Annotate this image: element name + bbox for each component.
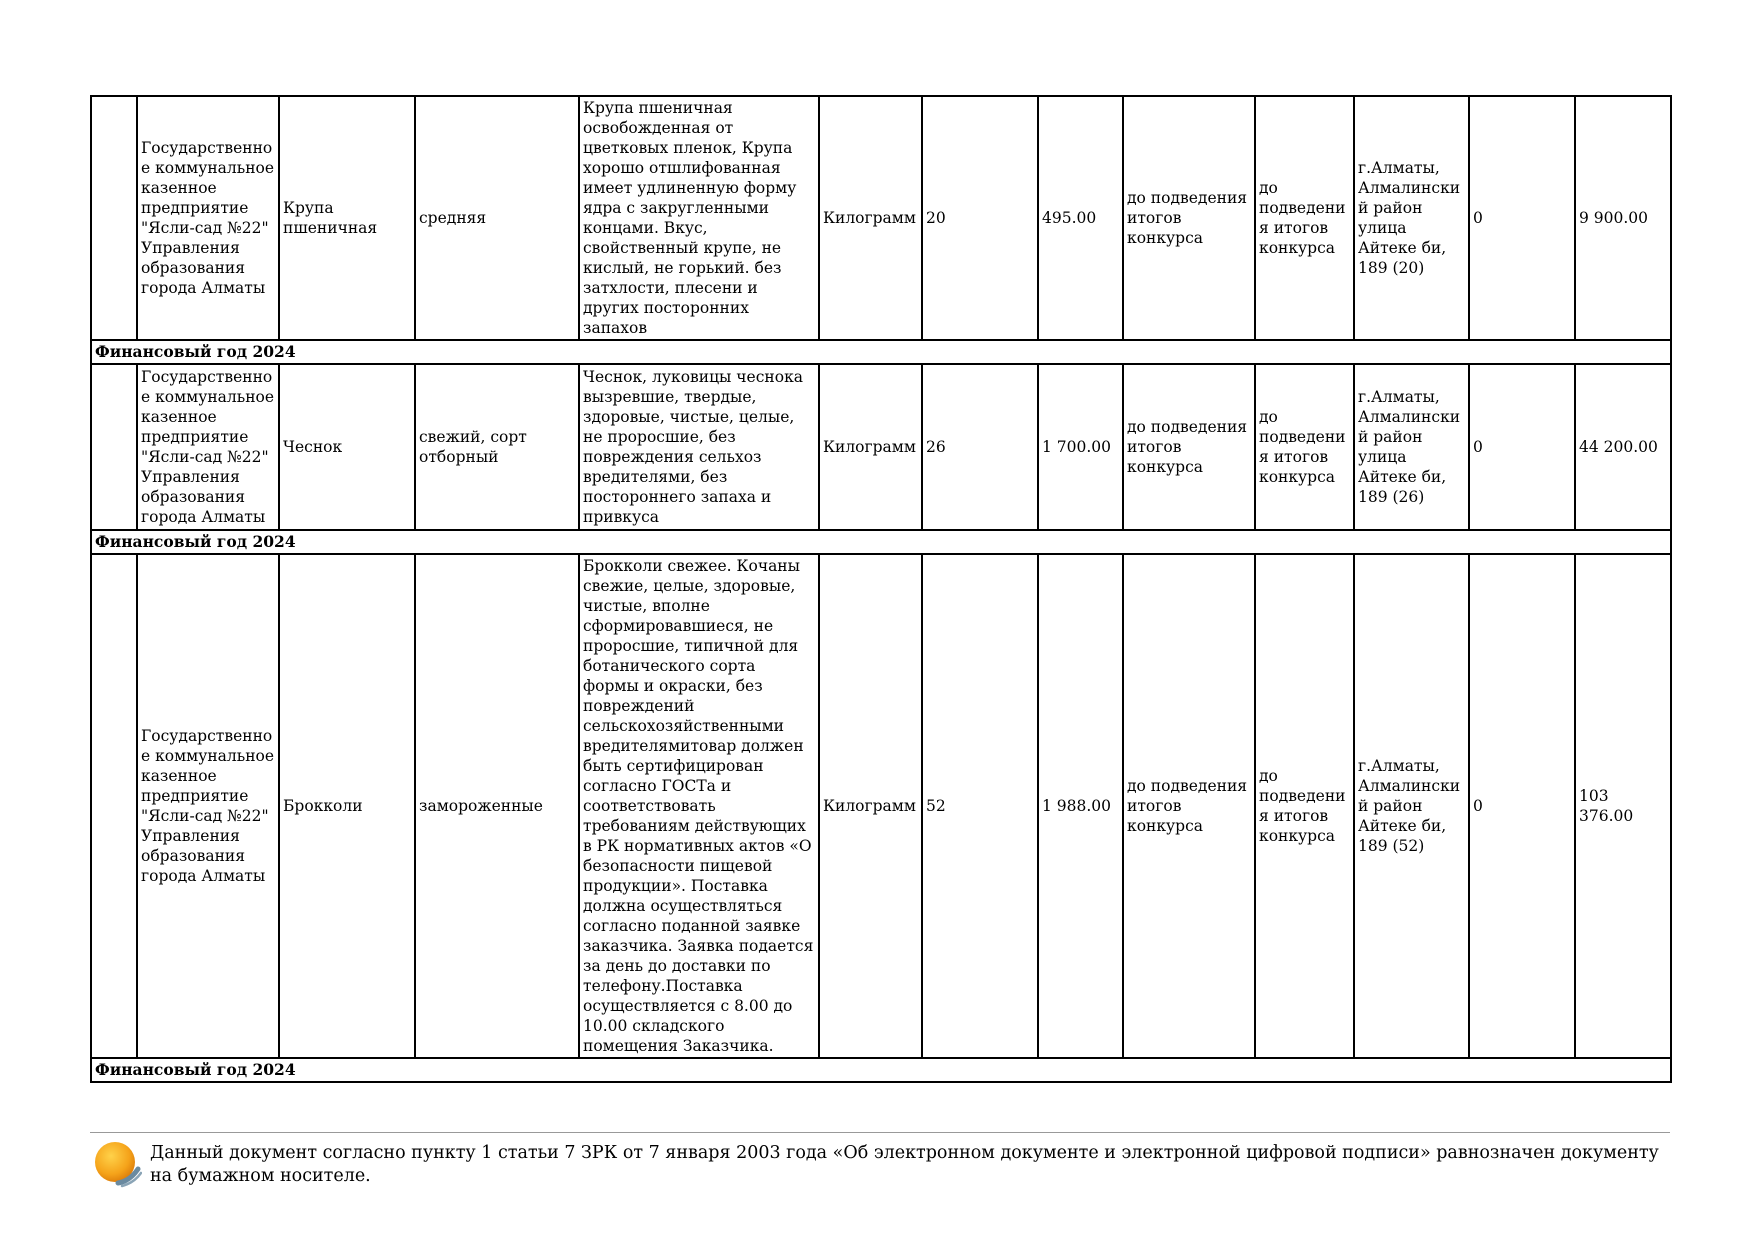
address-cell: г.Алматы, Алмалинский район улица Айтеке би, 189 (26) <box>1354 364 1469 530</box>
document-footer <box>90 1132 1670 1186</box>
quantity-cell: 52 <box>922 554 1038 1058</box>
table-row <box>91 554 1671 1058</box>
total-cell: 9 900.00 <box>1575 96 1671 340</box>
grade-cell: свежий, сорт отборный <box>415 364 579 530</box>
grade-cell: замороженные <box>415 554 579 1058</box>
fiscal-year-label: Финансовый год 2024 <box>91 530 1671 554</box>
address-cell: г.Алматы, Алмалинский район Айтеке би, 189 (52) <box>1354 554 1469 1058</box>
fiscal-year-label: Финансовый год 2024 <box>91 1058 1671 1082</box>
fiscal-year-row <box>91 1058 1671 1082</box>
total-cell: 44 200.00 <box>1575 364 1671 530</box>
advance-cell: 0 <box>1469 96 1575 340</box>
row-number-cell <box>91 554 137 1058</box>
customer-cell: Государственное коммунальное казенное предприятие "Ясли-сад №22" Управления образования города Алматы <box>137 364 279 530</box>
customer-cell: Государственное коммунальное казенное предприятие "Ясли-сад №22" Управления образования города Алматы <box>137 96 279 340</box>
term-cell: до подведения итогов конкурса <box>1123 554 1255 1058</box>
term-cell: до подведения итогов конкурса <box>1123 96 1255 340</box>
term-cell: до подведения итогов конкурса <box>1255 554 1354 1058</box>
term-cell: до подведения итогов конкурса <box>1255 364 1354 530</box>
term-cell: до подведения итогов конкурса <box>1255 96 1354 340</box>
table-row <box>91 96 1671 340</box>
product-cell: Чеснок <box>279 364 415 530</box>
advance-cell: 0 <box>1469 554 1575 1058</box>
address-cell: г.Алматы, Алмалинский район улица Айтеке би, 189 (20) <box>1354 96 1469 340</box>
description-cell: Крупа пшеничная освобожденная от цветковых пленок, Крупа хорошо отшлифованная имеет удлиненную форму ядра с закругленными концами. Вкус, свойственный крупе, не кислый, не горький. без затхлости, плесени и других посторонних запахов <box>579 96 819 340</box>
procurement-table <box>90 95 1672 1083</box>
unit-cell: Килограмм <box>819 364 922 530</box>
row-number-cell <box>91 96 137 340</box>
unit-cell: Килограмм <box>819 554 922 1058</box>
table-row <box>91 364 1671 530</box>
unit-cell: Килограмм <box>819 96 922 340</box>
row-number-cell <box>91 364 137 530</box>
description-cell: Чеснок, луковицы чеснока вызревшие, твердые, здоровые, чистые, целые, не проросшие, без повреждения сельхоз вредителями, без постороннего запаха и привкуса <box>579 364 819 530</box>
price-cell: 1 700.00 <box>1038 364 1123 530</box>
term-cell: до подведения итогов конкурса <box>1123 364 1255 530</box>
fiscal-year-row <box>91 340 1671 364</box>
description-cell: Брокколи свежее. Кочаны свежие, целые, здоровые, чистые, вполне сформировавшиеся, не проросшие, типичной для ботанического сорта формы и окраски, без повреждений сельскохозяйственными вредителямитовар должен быть сертифицирован согласно ГОСТа и соответствовать требованиям действующих в РК нормативных актов «О безопасности пищевой продукции». Поставка должна осуществляться согласно поданной заявке заказчика. Заявка подается за день до доставки по телефону.Поставка осуществляется с 8.00 до 10.00 складского помещения Заказчика. <box>579 554 819 1058</box>
price-cell: 495.00 <box>1038 96 1123 340</box>
quantity-cell: 26 <box>922 364 1038 530</box>
total-cell: 103 376.00 <box>1575 554 1671 1058</box>
legal-notice-text: Данный документ согласно пункту 1 статьи 7 ЗРК от 7 января 2003 года «Об электронном документе и электронной цифровой подписи» равнозначен документу на бумажном носителе. <box>150 1143 1659 1186</box>
fiscal-year-label: Финансовый год 2024 <box>91 340 1671 364</box>
advance-cell: 0 <box>1469 364 1575 530</box>
quantity-cell: 20 <box>922 96 1038 340</box>
product-cell: Брокколи <box>279 554 415 1058</box>
product-cell: Крупа пшеничная <box>279 96 415 340</box>
fiscal-year-row <box>91 530 1671 554</box>
price-cell: 1 988.00 <box>1038 554 1123 1058</box>
customer-cell: Государственное коммунальное казенное предприятие "Ясли-сад №22" Управления образования города Алматы <box>137 554 279 1058</box>
egov-logo-icon <box>92 1139 142 1189</box>
grade-cell: средняя <box>415 96 579 340</box>
